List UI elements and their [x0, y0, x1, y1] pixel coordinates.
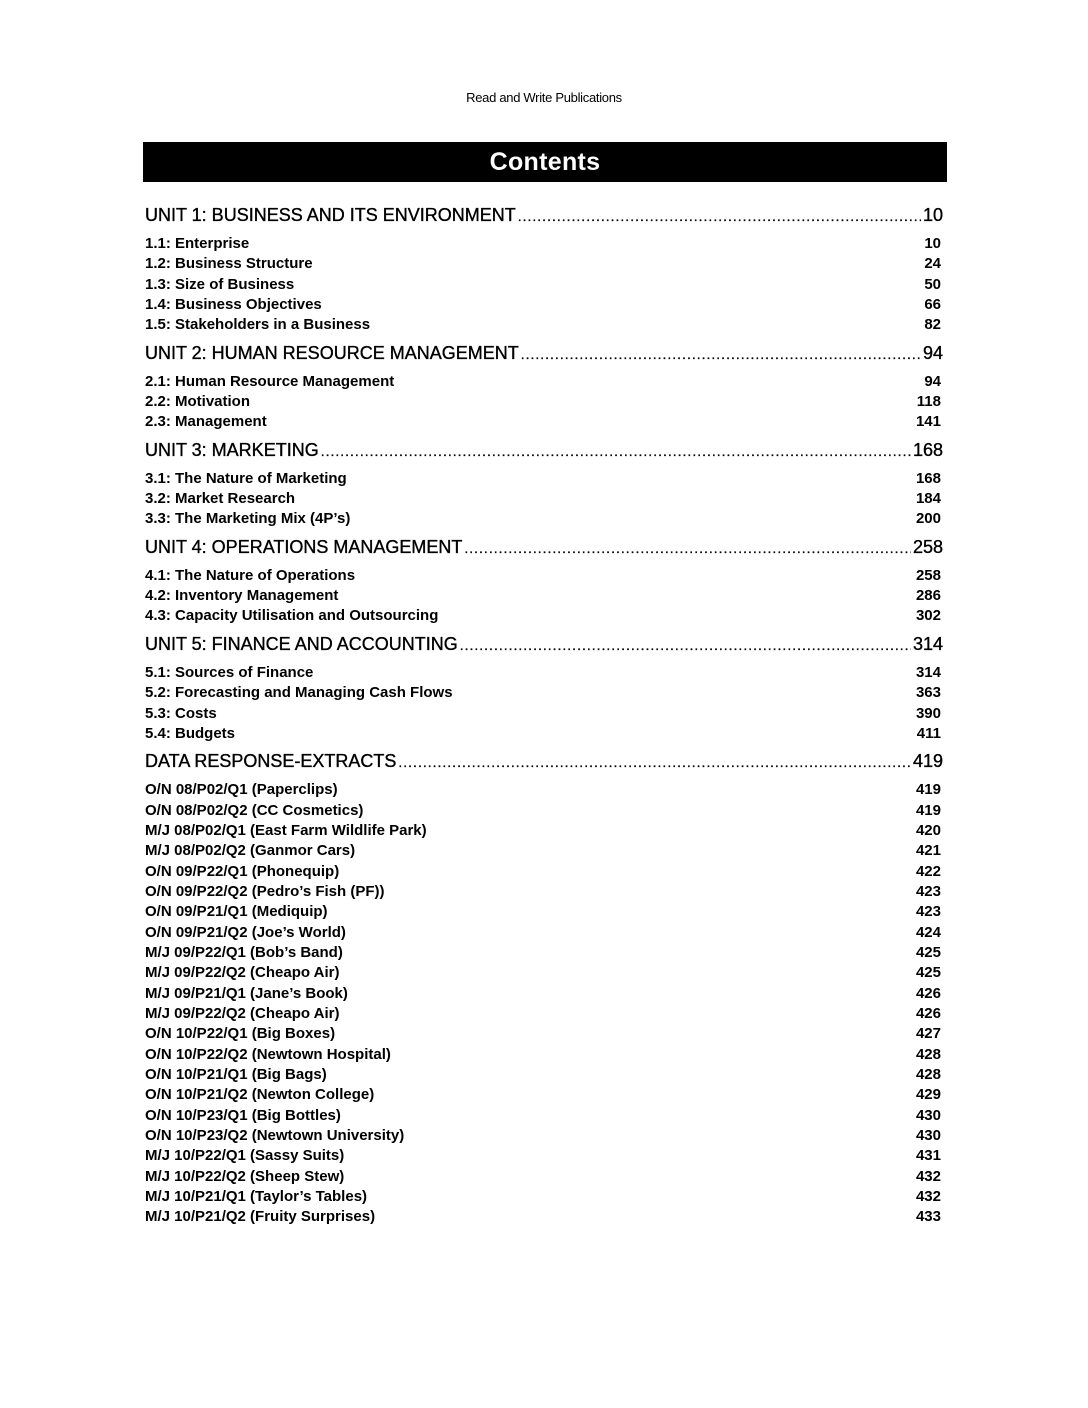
entry-page-number: 428 — [915, 1066, 941, 1083]
entry-title: O/N 10/P22/Q2 (Newtown Hospital) — [145, 1045, 391, 1063]
section-title: UNIT 1: BUSINESS AND ITS ENVIRONMENT — [145, 205, 516, 225]
toc-entry[interactable] — [145, 566, 943, 586]
entry-title: 4.3: Capacity Utilisation and Outsourcing — [145, 607, 439, 625]
entry-title: O/N 08/P02/Q1 (Paperclips) — [145, 781, 338, 799]
toc-entry[interactable] — [145, 882, 943, 902]
entry-page-number: 426 — [915, 1004, 941, 1022]
entry-title: 5.1: Sources of Finance — [145, 663, 314, 681]
section-title: UNIT 3: MARKETING — [145, 439, 319, 460]
toc-entry[interactable] — [145, 489, 943, 509]
toc-entry[interactable] — [145, 663, 943, 683]
entry-page-number: 390 — [915, 704, 941, 722]
entry-page-number: 200 — [915, 510, 941, 528]
entry-title: 1.1: Enterprise — [145, 235, 250, 252]
toc-entry[interactable] — [145, 606, 943, 626]
entry-page-number: 66 — [924, 296, 941, 314]
entry-page-number: 363 — [915, 684, 941, 702]
toc-entry[interactable] — [145, 801, 943, 821]
entry-page-number: 10 — [924, 235, 941, 252]
entry-page-number: 94 — [924, 372, 941, 390]
entry-title: O/N 10/P23/Q2 (Newtown University) — [145, 1127, 405, 1145]
section-page-number: 314 — [912, 633, 943, 654]
entry-title: 1.5: Stakeholders in a Business — [145, 316, 371, 334]
entry-page-number: 427 — [915, 1025, 941, 1043]
toc-entry[interactable] — [145, 1187, 943, 1207]
dot-leader — [521, 341, 921, 367]
entry-title: 2.1: Human Resource Management — [145, 372, 395, 390]
entry-title: M/J 08/P02/Q2 (Ganmor Cars) — [145, 842, 356, 860]
page-title: Contents — [489, 147, 601, 176]
entry-title: O/N 10/P21/Q2 (Newton College) — [145, 1086, 375, 1104]
toc-entry[interactable] — [145, 372, 943, 392]
toc-entry[interactable] — [145, 862, 943, 882]
entry-page-number: 50 — [924, 275, 941, 293]
entry-title: O/N 08/P02/Q2 (CC Cosmetics) — [145, 801, 364, 819]
dot-leader — [321, 438, 911, 464]
toc-entry[interactable] — [145, 984, 943, 1004]
section-page-number: 94 — [922, 342, 943, 363]
section-page-number: 10 — [922, 205, 943, 225]
toc-entry[interactable] — [145, 509, 943, 529]
section-page-number: 168 — [912, 439, 943, 460]
entry-page-number: 411 — [916, 724, 941, 742]
toc-section — [145, 748, 943, 1228]
entry-title: M/J 10/P22/Q1 (Sassy Suits) — [145, 1147, 345, 1165]
toc-entry[interactable] — [145, 1065, 943, 1085]
toc-entry[interactable] — [145, 724, 943, 744]
toc-entry[interactable] — [145, 841, 943, 861]
entry-page-number: 424 — [915, 923, 941, 941]
entry-title: M/J 10/P21/Q2 (Fruity Surprises) — [145, 1208, 376, 1226]
entry-page-number: 168 — [915, 469, 941, 487]
entry-title: O/N 09/P22/Q1 (Phonequip) — [145, 862, 340, 880]
entry-title: O/N 10/P21/Q1 (Big Bags) — [145, 1066, 327, 1083]
entry-title: 2.2: Motivation — [145, 393, 251, 411]
toc-entry[interactable] — [145, 295, 943, 315]
running-header: Read and Write Publications — [466, 90, 622, 105]
toc-entry[interactable] — [145, 923, 943, 943]
entry-title: M/J 09/P22/Q2 (Cheapo Air) — [145, 964, 340, 982]
entry-page-number: 432 — [915, 1188, 941, 1206]
toc-entry[interactable] — [145, 469, 943, 489]
entry-page-number: 430 — [915, 1127, 941, 1145]
toc-entry[interactable] — [145, 1085, 943, 1105]
table-of-contents — [145, 198, 943, 1228]
toc-entry[interactable] — [145, 392, 943, 412]
toc-entry[interactable] — [145, 902, 943, 922]
toc-entry[interactable] — [145, 1004, 943, 1024]
entry-page-number: 423 — [915, 903, 941, 921]
entry-page-number: 184 — [915, 490, 941, 508]
toc-entry[interactable] — [145, 821, 943, 841]
entry-page-number: 429 — [915, 1086, 941, 1104]
entry-title: M/J 09/P22/Q2 (Cheapo Air) — [145, 1004, 340, 1022]
entry-title: M/J 10/P21/Q1 (Taylor’s Tables) — [145, 1188, 368, 1206]
dot-leader — [518, 203, 921, 229]
toc-entry[interactable] — [145, 275, 943, 295]
toc-entry[interactable] — [145, 963, 943, 983]
entry-title: O/N 10/P22/Q1 (Big Boxes) — [145, 1025, 336, 1043]
section-page-number: 419 — [912, 751, 943, 772]
section-title: UNIT 2: HUMAN RESOURCE MANAGEMENT — [145, 342, 519, 363]
entry-page-number: 286 — [915, 587, 941, 605]
entry-title: 1.2: Business Structure — [145, 255, 313, 273]
dot-leader — [464, 535, 911, 561]
dot-leader — [460, 632, 911, 658]
toc-entry[interactable] — [145, 683, 943, 703]
entry-page-number: 432 — [915, 1167, 941, 1185]
toc-section — [145, 437, 943, 530]
toc-entry[interactable] — [145, 1167, 943, 1187]
toc-entry[interactable] — [145, 943, 943, 963]
toc-entry[interactable] — [145, 1024, 943, 1044]
entry-page-number: 24 — [924, 255, 941, 273]
entry-page-number: 426 — [915, 984, 941, 1002]
toc-section-heading[interactable] — [145, 437, 943, 463]
section-title: UNIT 4: OPERATIONS MANAGEMENT — [145, 536, 463, 557]
entry-page-number: 419 — [915, 781, 941, 799]
entry-page-number: 141 — [915, 413, 941, 431]
entry-page-number: 258 — [915, 566, 941, 584]
toc-entry[interactable] — [145, 1207, 943, 1227]
toc-section-heading[interactable] — [145, 631, 943, 657]
toc-entry[interactable] — [145, 780, 943, 800]
entry-title: M/J 10/P22/Q2 (Sheep Stew) — [145, 1167, 345, 1185]
entry-title: M/J 09/P22/Q1 (Bob’s Band) — [145, 943, 343, 961]
toc-entry[interactable] — [145, 704, 943, 724]
toc-entry[interactable] — [145, 254, 943, 274]
entry-page-number: 431 — [915, 1147, 941, 1165]
toc-entry[interactable] — [145, 412, 943, 432]
contents-title-bar — [143, 142, 947, 182]
entry-title: O/N 09/P22/Q2 (Pedro’s Fish (PF)) — [145, 882, 385, 900]
toc-section — [145, 202, 943, 336]
toc-entry[interactable] — [145, 1126, 943, 1146]
entry-page-number: 302 — [915, 607, 941, 625]
entry-page-number: 433 — [915, 1208, 941, 1226]
entry-title: 4.2: Inventory Management — [145, 587, 339, 605]
entry-title: 4.1: The Nature of Operations — [145, 566, 356, 584]
dot-leader — [398, 749, 911, 775]
toc-section-heading[interactable] — [145, 748, 943, 774]
section-title: DATA RESPONSE-EXTRACTS — [145, 751, 397, 772]
toc-section — [145, 534, 943, 627]
entry-title: 5.3: Costs — [145, 704, 217, 722]
entry-page-number: 314 — [915, 663, 941, 681]
entry-title: 5.2: Forecasting and Managing Cash Flows — [145, 684, 453, 702]
toc-section-heading[interactable] — [145, 202, 943, 228]
entry-title: O/N 09/P21/Q2 (Joe’s World) — [145, 923, 346, 941]
entry-page-number: 420 — [915, 821, 941, 839]
entry-page-number: 421 — [915, 842, 941, 860]
entry-page-number: 425 — [915, 964, 941, 982]
entry-title: M/J 08/P02/Q1 (East Farm Wildlife Park) — [145, 821, 427, 839]
entry-page-number: 118 — [916, 393, 941, 411]
entry-page-number: 82 — [924, 316, 941, 334]
entry-title: 1.4: Business Objectives — [145, 296, 322, 314]
entry-title: 3.3: The Marketing Mix (4P’s) — [145, 510, 351, 528]
entry-page-number: 423 — [915, 882, 941, 900]
entry-page-number: 430 — [915, 1106, 941, 1124]
toc-section — [145, 631, 943, 744]
entry-page-number: 425 — [915, 943, 941, 961]
toc-section-heading[interactable] — [145, 534, 943, 560]
toc-entry[interactable] — [145, 1106, 943, 1126]
entry-page-number: 419 — [915, 801, 941, 819]
toc-entry[interactable] — [145, 586, 943, 606]
toc-entry[interactable] — [145, 1045, 943, 1065]
toc-entry[interactable] — [145, 234, 943, 254]
toc-section-heading[interactable] — [145, 340, 943, 366]
entry-title: M/J 09/P21/Q1 (Jane’s Book) — [145, 984, 348, 1002]
entry-title: O/N 09/P21/Q1 (Mediquip) — [145, 903, 328, 921]
entry-title: 3.1: The Nature of Marketing — [145, 469, 347, 487]
entry-title: 1.3: Size of Business — [145, 275, 295, 293]
section-page-number: 258 — [912, 536, 943, 557]
toc-section — [145, 340, 943, 433]
entry-title: 5.4: Budgets — [145, 724, 236, 742]
entry-page-number: 422 — [915, 862, 941, 880]
entry-title: 2.3: Management — [145, 413, 267, 431]
section-title: UNIT 5: FINANCE AND ACCOUNTING — [145, 633, 458, 654]
entry-title: O/N 10/P23/Q1 (Big Bottles) — [145, 1106, 341, 1124]
toc-entry[interactable] — [145, 315, 943, 335]
toc-entry[interactable] — [145, 1146, 943, 1166]
entry-page-number: 428 — [915, 1045, 941, 1063]
entry-title: 3.2: Market Research — [145, 490, 296, 508]
